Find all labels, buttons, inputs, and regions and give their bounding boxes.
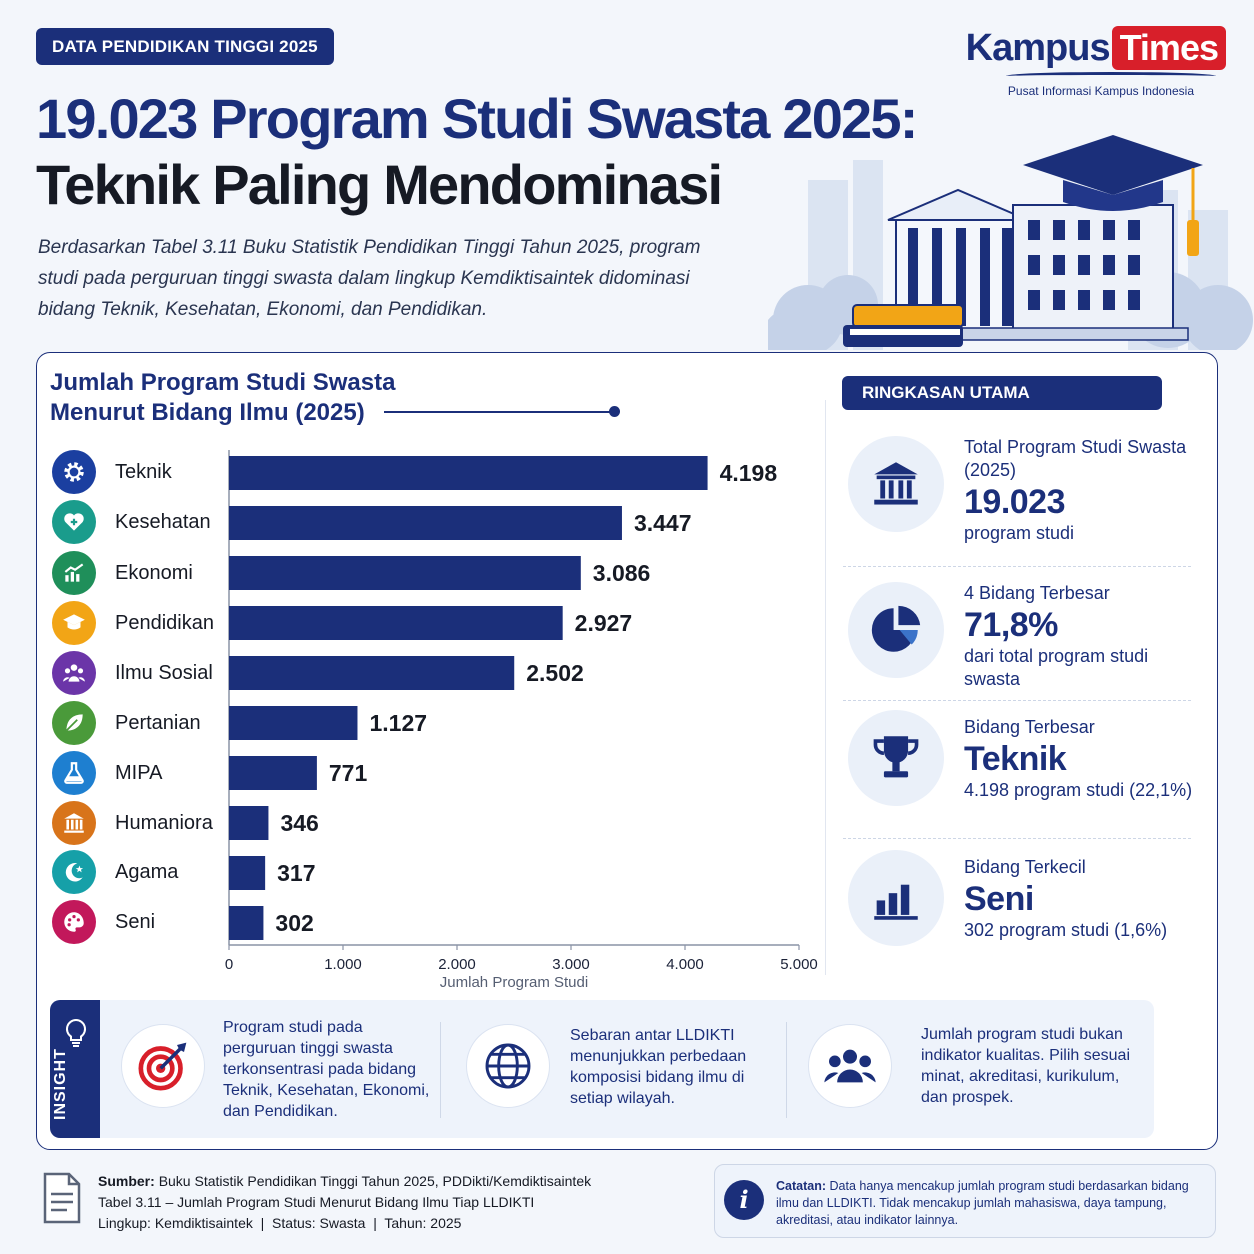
category-row-kesehatan xyxy=(52,499,211,545)
x-tick-label: 2.000 xyxy=(438,956,476,973)
insight-label: INSIGHT xyxy=(52,1048,69,1120)
document-icon xyxy=(42,1172,82,1224)
page-title-line1: 19.023 Program Studi Swasta 2025: xyxy=(36,87,917,150)
summary-separator xyxy=(843,566,1191,567)
source-block xyxy=(98,1171,591,1234)
category-label: Humaniora xyxy=(115,811,213,834)
lightbulb-icon xyxy=(63,1018,89,1048)
category-row-agama xyxy=(52,849,178,895)
category-label: Seni xyxy=(115,910,156,933)
category-label: Pendidikan xyxy=(115,611,214,634)
source-text: Buku Statistik Pendidikan Tinggi Tahun 2025, PDDikti/Kemdiktisaintek xyxy=(158,1173,592,1189)
group-icon xyxy=(808,1024,892,1108)
category-row-humaniora xyxy=(52,800,213,846)
heart-plus-icon xyxy=(52,500,96,544)
crescent-star-icon xyxy=(52,850,96,894)
category-row-pendidikan xyxy=(52,600,214,646)
summary-value: Seni xyxy=(964,880,1034,918)
intro-text: Berdasarkan Tabel 3.11 Buku Statistik Pendidikan Tinggi Tahun 2025, program studi pada perguruan tinggi swasta dalam lingkup Kemdiktisaintek didominasi bidang Teknik, Kesehatan, Ekonomi, dan Pendidikan. xyxy=(38,237,701,320)
data-label: 346 xyxy=(280,810,319,836)
source-label: Sumber: xyxy=(98,1173,155,1189)
category-row-ilmu-sosial xyxy=(52,650,213,696)
category-label: Agama xyxy=(115,860,179,883)
source-scope: Lingkup: Kemdiktisaintek | Status: Swasta | Tahun: 2025 xyxy=(98,1215,462,1231)
data-label: 317 xyxy=(277,860,316,886)
insight-divider xyxy=(440,1022,441,1118)
x-tick-label: 1.000 xyxy=(324,956,362,973)
summary-label: Total Program Studi Swasta (2025) xyxy=(964,437,1187,480)
pie-chart-icon xyxy=(848,582,944,678)
x-axis-label: Jumlah Program Studi xyxy=(439,974,589,991)
target-icon xyxy=(121,1024,205,1108)
museum-icon xyxy=(52,801,96,845)
chart-title-line1: Jumlah Program Studi Swasta xyxy=(50,369,396,396)
category-label: Ekonomi xyxy=(115,561,193,584)
gear-icon xyxy=(52,450,96,494)
data-label: 4.198 xyxy=(719,460,778,486)
summary-sub: program studi xyxy=(964,523,1075,543)
page-title-line2: Teknik Paling Mendominasi xyxy=(36,153,722,216)
source-table: Tabel 3.11 – Jumlah Program Studi Menurut Bidang Ilmu Tiap LLDIKTI xyxy=(98,1194,535,1210)
summary-value: 71,8% xyxy=(964,606,1058,644)
x-tick-label: 0 xyxy=(224,956,234,973)
category-label: Ilmu Sosial xyxy=(115,661,213,684)
insight-text: Program studi pada perguruan tinggi swasta terkonsentrasi pada bidang Teknik, Kesehatan, Ekonomi, dan Pendidikan. xyxy=(223,1019,430,1120)
people-icon xyxy=(52,651,96,695)
insight-divider xyxy=(786,1022,787,1118)
note-text xyxy=(776,1178,1206,1229)
brand-tagline: Pusat Informasi Kampus Indonesia xyxy=(1007,84,1194,98)
summary-tag: RINGKASAN UTAMA xyxy=(842,376,1162,410)
x-tick-label: 3.000 xyxy=(552,956,590,973)
trophy-icon xyxy=(848,710,944,806)
summary-value: Teknik xyxy=(964,740,1067,778)
brand-swoosh xyxy=(1006,72,1216,80)
globe-icon xyxy=(466,1024,550,1108)
brand-name-times: Times xyxy=(1112,26,1226,70)
category-row-teknik xyxy=(52,449,172,495)
category-label: Kesehatan xyxy=(115,510,211,533)
category-row-mipa xyxy=(52,750,162,796)
title-underline-dot xyxy=(609,406,620,417)
category-row-pertanian xyxy=(52,700,201,746)
data-label: 2.927 xyxy=(574,610,633,636)
summary-separator xyxy=(843,838,1191,839)
data-label: 1.127 xyxy=(369,710,428,736)
category-label: Teknik xyxy=(115,460,172,483)
category-label: Pertanian xyxy=(115,711,201,734)
bar-chart-icon xyxy=(848,850,944,946)
data-label: 771 xyxy=(328,760,368,786)
summary-sub: 302 program studi (1,6%) xyxy=(964,920,1168,940)
data-label: 3.447 xyxy=(633,510,692,536)
data-label: 2.502 xyxy=(526,660,584,686)
title-underline xyxy=(384,411,614,413)
category-row-seni xyxy=(52,899,155,945)
chart-title xyxy=(50,368,395,428)
category-row-ekonomi xyxy=(52,550,193,596)
summary-separator xyxy=(843,700,1191,701)
leaf-icon xyxy=(52,701,96,745)
summary-sub: 4.198 program studi (22,1%) xyxy=(964,780,1193,800)
note-label: Catatan: xyxy=(776,1179,827,1193)
palette-icon xyxy=(52,900,96,944)
chart-title-line2: Menurut Bidang Ilmu (2025) xyxy=(50,399,365,426)
category-tag: DATA PENDIDIKAN TINGGI 2025 xyxy=(36,28,334,65)
campus-illustration xyxy=(768,120,1254,350)
graduation-cap-icon xyxy=(52,601,96,645)
insight-text: Sebaran antar LLDIKTI menunjukkan perbedaan komposisi bidang ilmu di setiap wilayah. xyxy=(570,1027,747,1107)
summary-label: Bidang Terkecil xyxy=(964,857,1086,877)
note-body: Data hanya mencakup jumlah program studi berdasarkan bidang ilmu dan LLDIKTI. Tidak mencakup jumlah mahasiswa, daya tampung, akreditasi, atau indikator lainnya. xyxy=(776,1179,1189,1227)
category-label: MIPA xyxy=(115,761,163,784)
summary-value: 19.023 xyxy=(964,483,1065,521)
summary-label: Bidang Terbesar xyxy=(964,717,1095,737)
brand-logo[interactable] xyxy=(966,26,1226,98)
summary-label: 4 Bidang Terbesar xyxy=(964,583,1110,603)
flask-icon xyxy=(52,751,96,795)
panel-divider xyxy=(825,400,826,975)
brand-name-kampus: Kampus xyxy=(965,26,1110,69)
insight-text: Jumlah program studi bukan indikator kualitas. Pilih sesuai minat, akreditasi, kurikulum, dan prospek. xyxy=(921,1026,1130,1106)
data-label: 302 xyxy=(275,910,314,936)
x-tick-label: 4.000 xyxy=(666,956,704,973)
building-icon xyxy=(848,436,944,532)
x-tick-label: 5.000 xyxy=(780,956,818,973)
info-icon: i xyxy=(724,1180,764,1220)
summary-sub: dari total program studi swasta xyxy=(964,646,1149,689)
growth-chart-icon xyxy=(52,551,96,595)
data-label: 3.086 xyxy=(592,560,651,586)
